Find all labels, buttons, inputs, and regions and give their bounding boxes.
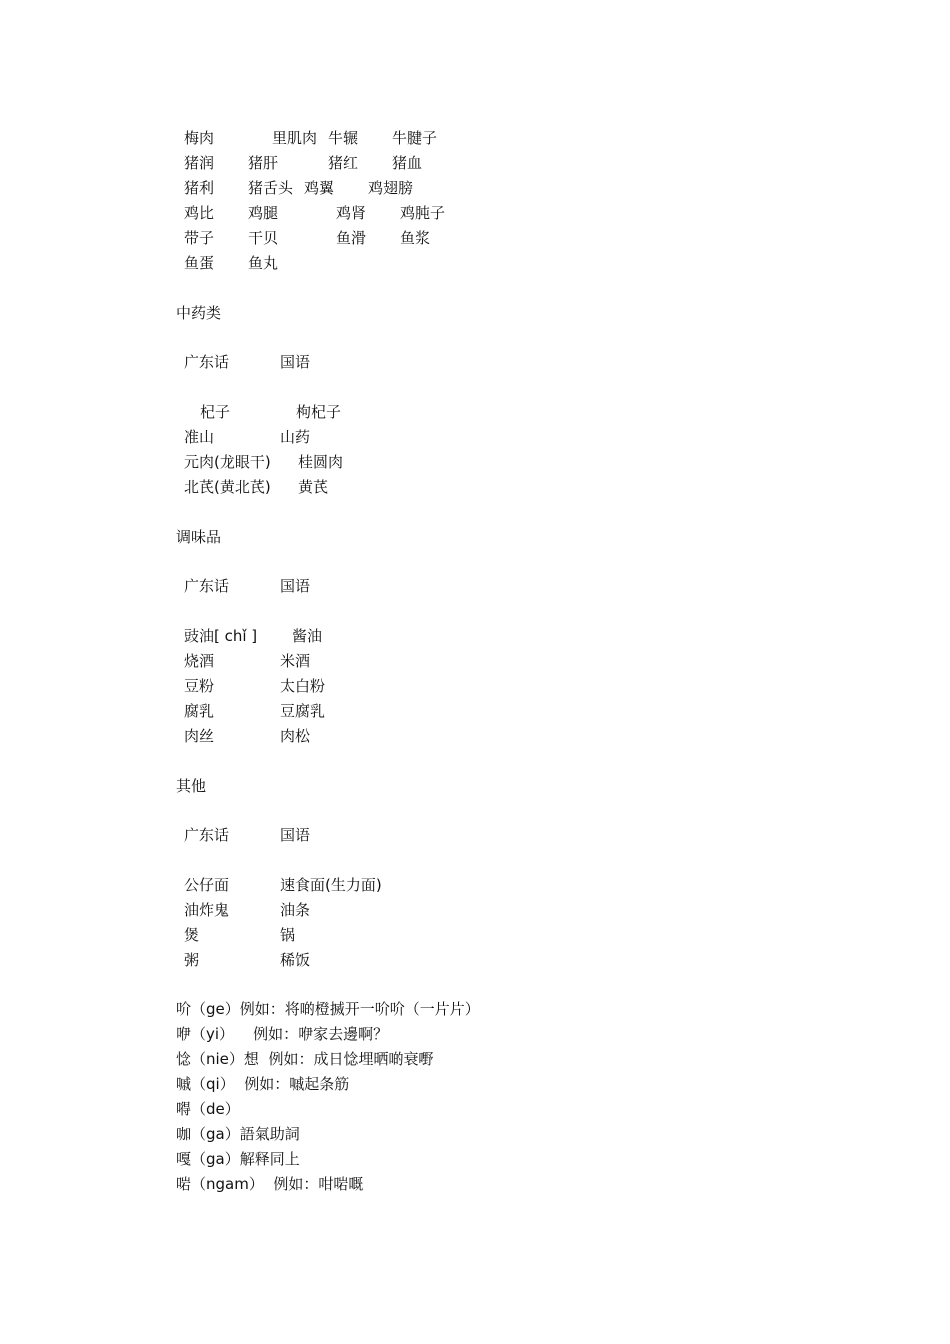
column-header-cantonese: 广东话 xyxy=(184,353,230,371)
list-item: 油炸鬼 xyxy=(184,901,230,919)
list-item: 猪利 xyxy=(184,179,215,197)
list-item: 鸡肾 xyxy=(336,204,367,222)
list-item: 肉丝 xyxy=(184,727,215,745)
list-item: 准山 xyxy=(184,428,215,446)
list-item: 鱼蛋 xyxy=(184,254,215,272)
list-item: 牛辗 xyxy=(328,129,359,147)
list-item: 腐乳 xyxy=(184,702,215,720)
list-item: 锅 xyxy=(280,926,296,944)
list-item: 北芪(黄北芪) xyxy=(184,478,271,496)
list-item: 猪血 xyxy=(392,154,423,172)
list-item: 山药 xyxy=(280,428,311,446)
list-item: 豆粉 xyxy=(184,677,215,695)
list-item: 带子 xyxy=(184,229,215,247)
list-item: 粥 xyxy=(184,951,200,969)
list-item: 稀饭 xyxy=(280,951,311,969)
section-heading-herbs: 中药类 xyxy=(176,304,222,322)
list-item: 鸡肫子 xyxy=(400,204,446,222)
note-line: 吤（ge）例如：将啲橙搣开一吤吤（一片片） xyxy=(176,1000,480,1018)
list-item: 枸杞子 xyxy=(296,403,342,421)
list-item: 烧酒 xyxy=(184,652,215,670)
note-line: 嘚（de） xyxy=(176,1100,240,1118)
list-item: 豆腐乳 xyxy=(280,702,326,720)
column-header-mandarin: 国语 xyxy=(280,826,311,844)
list-item: 里肌肉 xyxy=(272,129,318,147)
section-heading-other: 其他 xyxy=(176,777,207,795)
list-item: 酱油 xyxy=(292,627,323,645)
list-item: 油条 xyxy=(280,901,311,919)
list-item: 米酒 xyxy=(280,652,311,670)
column-header-cantonese: 广东话 xyxy=(184,577,230,595)
column-header-cantonese: 广东话 xyxy=(184,826,230,844)
section-heading-condiments: 调味品 xyxy=(176,528,222,546)
list-item: 公仔面 xyxy=(184,876,230,894)
list-item: 黄芪 xyxy=(298,478,329,496)
list-item: 鱼丸 xyxy=(248,254,279,272)
list-item: 猪舌头 xyxy=(248,179,294,197)
note-line: 咿（yi） 例如：咿家去邊啊？ xyxy=(176,1025,389,1043)
list-item: 梅肉 xyxy=(184,129,215,147)
column-header-mandarin: 国语 xyxy=(280,353,311,371)
list-item: 牛腱子 xyxy=(392,129,438,147)
list-item: 猪肝 xyxy=(248,154,279,172)
list-item: 太白粉 xyxy=(280,677,326,695)
list-item: 猪润 xyxy=(184,154,215,172)
list-item: 鱼滑 xyxy=(336,229,367,247)
list-item: 鸡翼 xyxy=(304,179,335,197)
note-line: 嘎（ga）解释同上 xyxy=(176,1150,300,1168)
list-item: 鸡比 xyxy=(184,204,215,222)
list-item: 干贝 xyxy=(248,229,279,247)
note-line: 嘁（qi） 例如：嘁起条筋 xyxy=(176,1075,350,1093)
list-item: 杞子 xyxy=(200,403,231,421)
list-item: 元肉(龙眼干) xyxy=(184,453,271,471)
note-line: 咖（ga）語氣助詞 xyxy=(176,1125,300,1143)
column-header-mandarin: 国语 xyxy=(280,577,311,595)
note-line: 啱（ngam） 例如：咁啱嘅 xyxy=(176,1175,364,1193)
note-line: 惗（nie）想 例如：成日惗埋晒啲衰嘢 xyxy=(176,1050,434,1068)
list-item: 肉松 xyxy=(280,727,311,745)
list-item: 豉油[ chǐ ] xyxy=(184,627,258,645)
list-item: 煲 xyxy=(184,926,200,944)
list-item: 速食面(生力面) xyxy=(280,876,382,894)
list-item: 桂圆肉 xyxy=(298,453,344,471)
list-item: 鱼浆 xyxy=(400,229,431,247)
list-item: 鸡腿 xyxy=(248,204,279,222)
list-item: 猪红 xyxy=(328,154,359,172)
list-item: 鸡翅膀 xyxy=(368,179,414,197)
